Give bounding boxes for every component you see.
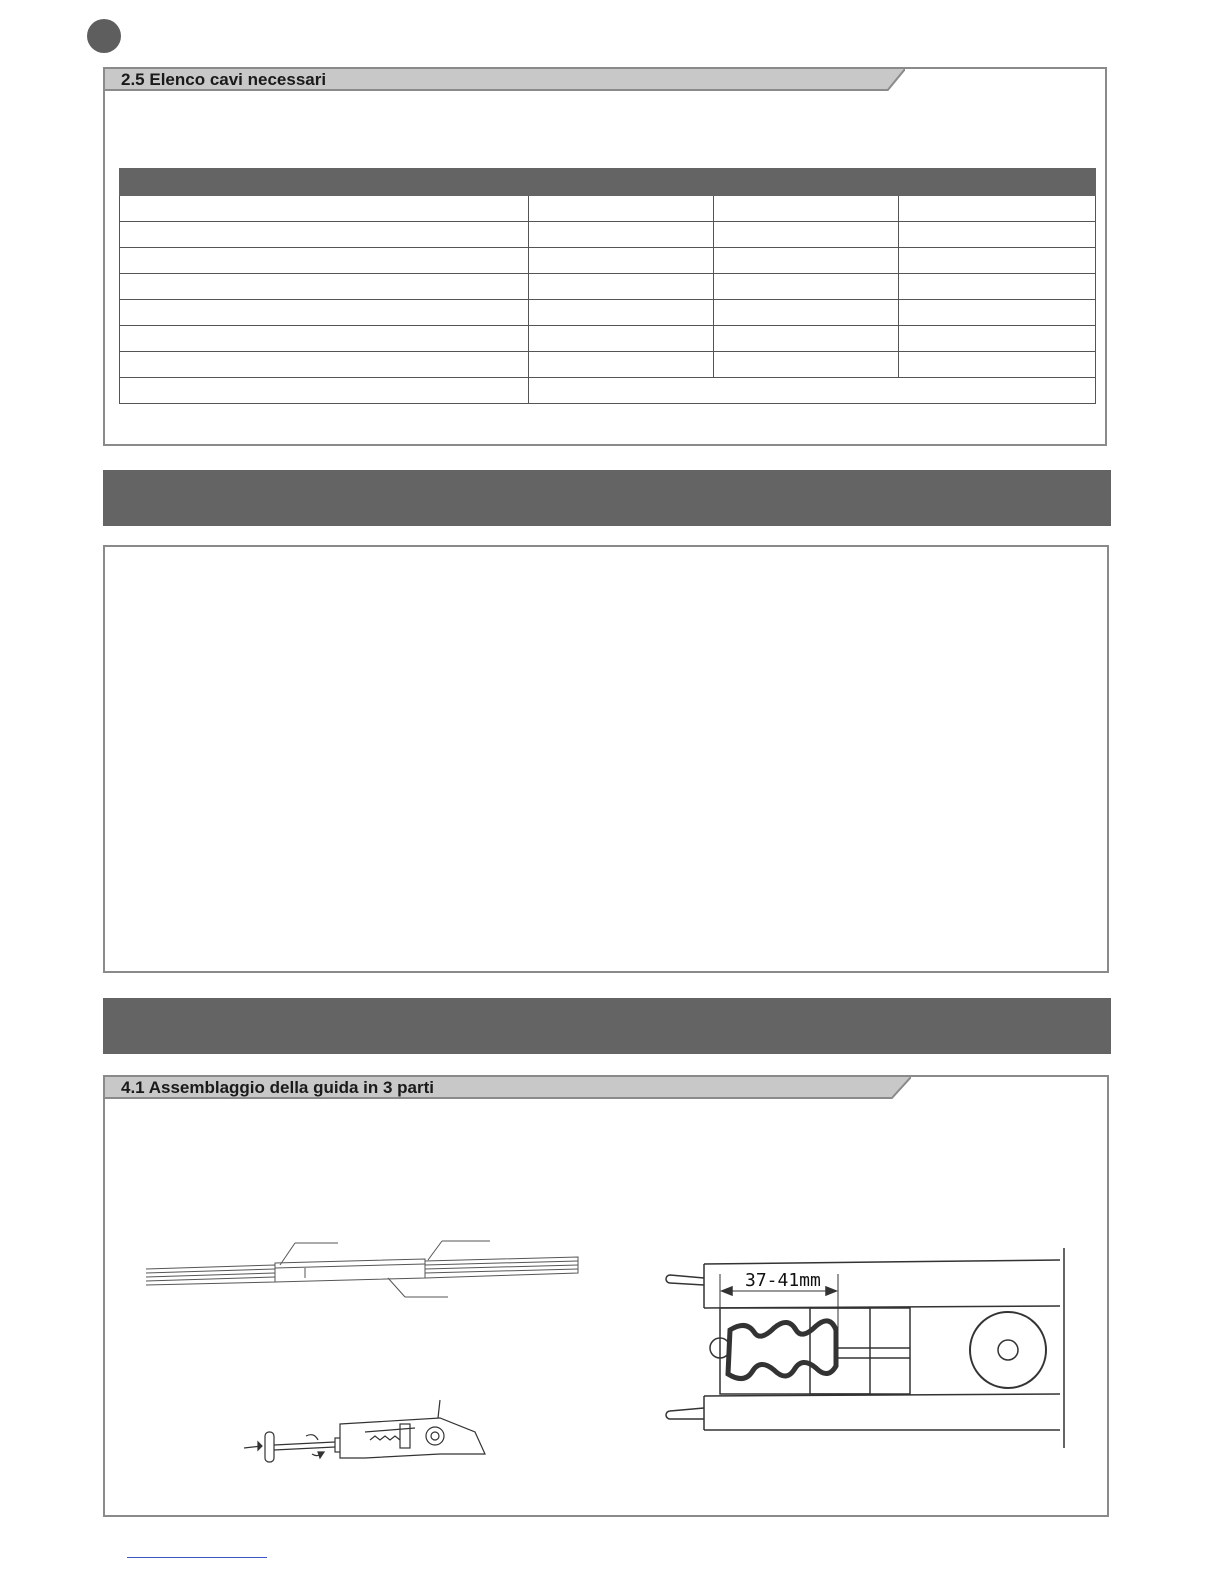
table-cell	[714, 222, 899, 248]
table-cell	[529, 274, 714, 300]
table-cell	[529, 326, 714, 352]
table-cell	[714, 196, 899, 222]
table-cell	[714, 274, 899, 300]
table-row	[120, 352, 1096, 378]
table-cell	[120, 352, 529, 378]
table-cell	[529, 248, 714, 274]
table-cell	[899, 300, 1096, 326]
page-marker-dot	[87, 19, 121, 53]
table-cell	[899, 274, 1096, 300]
cables-table	[119, 168, 1096, 404]
table-row	[120, 196, 1096, 222]
table-cell	[899, 222, 1096, 248]
joint-detail-drawing	[240, 1392, 490, 1472]
table-cell	[120, 326, 529, 352]
content-box	[103, 545, 1109, 973]
table-cell	[529, 196, 714, 222]
table-cell-merged	[529, 378, 1096, 404]
table-cell	[529, 352, 714, 378]
table-row	[120, 326, 1096, 352]
table-row	[120, 378, 1096, 404]
table-cell	[120, 248, 529, 274]
rail-assembly-drawing	[140, 1235, 590, 1310]
table-cell	[120, 274, 529, 300]
table-cell	[899, 196, 1096, 222]
table-header-cell	[899, 169, 1096, 196]
table-header-cell	[120, 169, 529, 196]
table-row	[120, 248, 1096, 274]
table-header-row	[120, 169, 1096, 196]
spring-tension-drawing	[660, 1248, 1075, 1458]
table-cell	[899, 248, 1096, 274]
footer-link-line[interactable]	[127, 1557, 267, 1558]
table-cell	[529, 300, 714, 326]
table-cell	[120, 196, 529, 222]
table-cell	[714, 300, 899, 326]
table-header-cell	[529, 169, 714, 196]
section-title: 2.5 Elenco cavi necessari	[121, 70, 327, 89]
table-cell	[529, 222, 714, 248]
table-row	[120, 222, 1096, 248]
table-cell	[714, 352, 899, 378]
section-title: 4.1 Assemblaggio della guida in 3 parti	[121, 1078, 435, 1097]
chapter-band-2	[103, 998, 1111, 1054]
dimension-label: 37-41mm	[745, 1270, 821, 1291]
table-cell	[714, 326, 899, 352]
chapter-band-1	[103, 470, 1111, 526]
table-row	[120, 300, 1096, 326]
table-cell	[899, 352, 1096, 378]
table-cell	[120, 378, 529, 404]
table-row	[120, 274, 1096, 300]
table-cell	[120, 222, 529, 248]
table-cell	[714, 248, 899, 274]
table-cell	[120, 300, 529, 326]
table-header-cell	[714, 169, 899, 196]
table-cell	[899, 326, 1096, 352]
